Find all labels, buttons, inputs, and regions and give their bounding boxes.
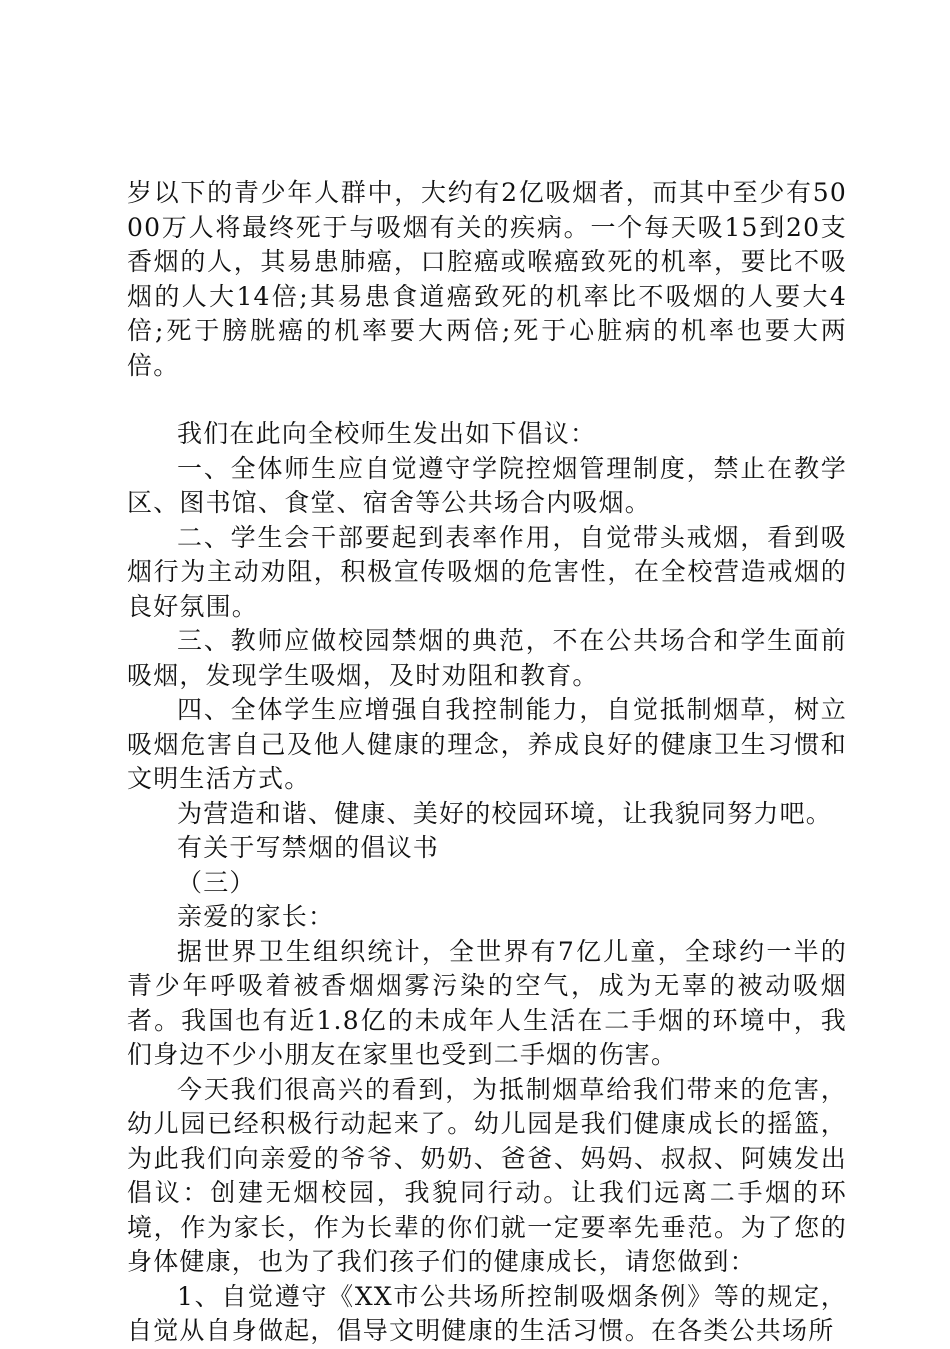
salutation: 亲爱的家长： <box>177 902 335 931</box>
paragraph-kindergarten-action: 今天我们很高兴的看到，为抵制烟草给我们带来的危害，幼儿园已经积极行动起来了。幼儿园是我们健康成长的摇篮，为此我们向亲爱的爷爷、奶奶、爸爸、妈妈、叔叔、阿姨发出倡议：创建无烟校园，我貌同行动。让我们远离二手烟的环境，作为家长，作为长辈的你们就一定要率先垂范。为了您的身体健康，也为了我们孩子们的健康成长，请您做到： <box>127 1074 847 1276</box>
document-body <box>127 176 847 1349</box>
paragraph-proposal-item-2: 二、学生会干部要起到表率作用，自觉带头戒烟，看到吸烟行为主动劝阻，积极宣传吸烟的危害性，在全校营造戒烟的良好氛围。 <box>127 522 847 621</box>
section-title: 有关于写禁烟的倡议书 <box>177 833 440 862</box>
section-number: （三） <box>177 867 256 897</box>
paragraph-proposal-item-4: 四、全体学生应增强自我控制能力，自觉抵制烟草，树立吸烟危害自己及他人健康的理念，养成良好的健康卫生习惯和文明生活方式。 <box>127 695 847 793</box>
paragraph-who-statistics: 据世界卫生组织统计，全世界有7亿儿童，全球约一半的青少年呼吸着被香烟烟雾污染的空气，成为无辜的被动吸烟者。我国也有近1.8亿的未成年人生活在二手烟的环境中，我们身边不少小朋友在家里也受到二手烟的伤害。 <box>127 936 847 1069</box>
paragraph-proposal-item-1: 一、全体师生应自觉遵守学院控烟管理制度，禁止在教学区、图书馆、食堂、宿舍等公共场合内吸烟。 <box>127 453 847 517</box>
paragraph-closing-call: 为营造和谐、健康、美好的校园环境，让我貌同努力吧。 <box>177 798 833 828</box>
paragraph-request-item-1: 1、自觉遵守《XX市公共场所控制吸烟条例》等的规定，自觉从自身做起，倡导文明健康的生活习惯。在各类公共场所 <box>127 1281 847 1345</box>
paragraph-smoking-statistics: 岁以下的青少年人群中，大约有2亿吸烟者，而其中至少有5000万人将最终死于与吸烟有关的疾病。一个每天吸15到20支香烟的人，其易患肺癌，口腔癌或喉癌致死的机率，要比不吸烟的人大14倍;其易患食道癌致死的机率比不吸烟的人要大4倍;死于膀胱癌的机率要大两倍;死于心脏病的机率也要大两倍。 <box>127 178 847 380</box>
paragraph-proposal-item-3: 三、教师应做校园禁烟的典范，不在公共场合和学生面前吸烟，发现学生吸烟，及时劝阻和教育。 <box>127 626 847 690</box>
paragraph-proposal-intro: 我们在此向全校师生发出如下倡议： <box>177 419 597 448</box>
